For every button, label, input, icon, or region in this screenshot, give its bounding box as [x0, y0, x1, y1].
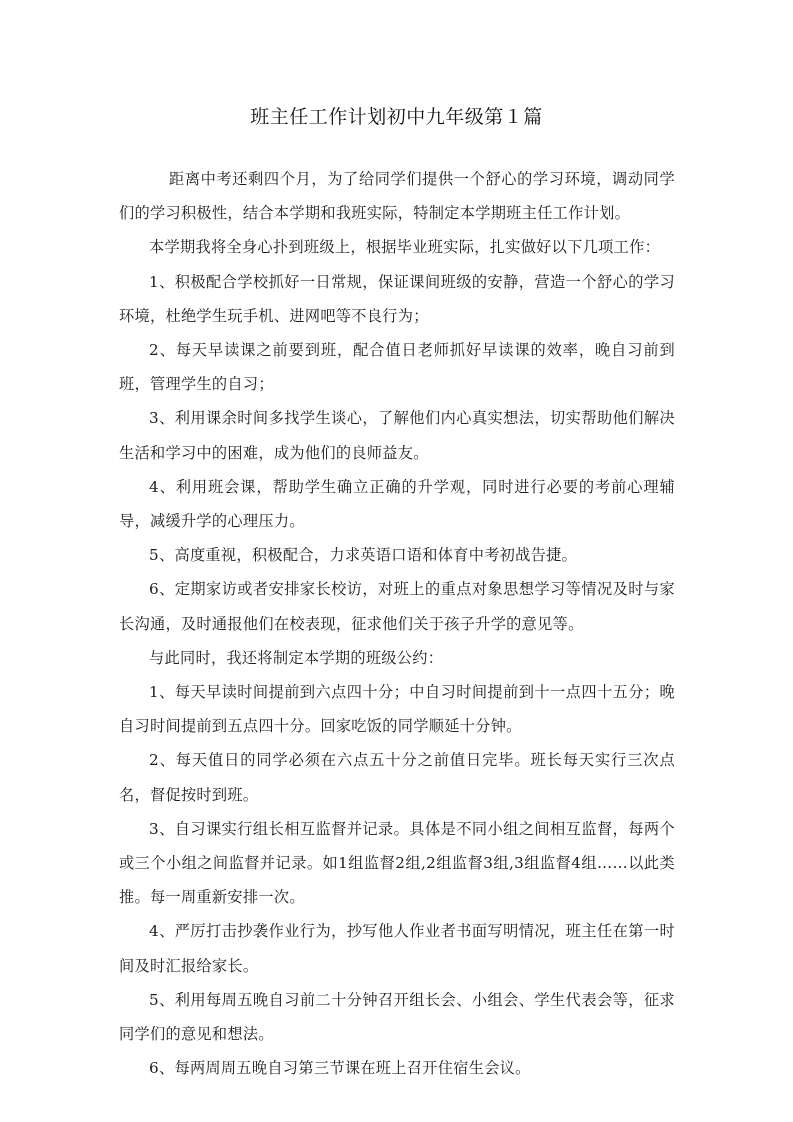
class-rule-3: 3、自习课实行组长相互监督并记录。具体是不同小组之间相互监督，每两个或三个小组之间监督并记录。如1组监督2组,2组监督3组,3组监督4组……以此类推。每一周重新安排一次。 [119, 819, 675, 907]
work-item-6: 6、定期家访或者安排家长校访，对班上的重点对象思想学习等情况及时与家长沟通，及时通报他们在校表现，征求他们关于孩子升学的意见等。 [119, 580, 675, 633]
document-body [119, 162, 675, 1085]
intro-paragraph: 距离中考还剩四个月，为了给同学们提供一个舒心的学习环境，调动同学们的学习积极性，结合本学期和我班实际，特制定本学期班主任工作计划。 [119, 170, 675, 223]
document-title: 班主任工作计划初中九年级第１篇 [250, 106, 543, 128]
class-rule-2: 2、每天值日的同学必须在六点五十分之前值日完毕。班长每天实行三次点名，督促按时到班。 [119, 751, 675, 804]
work-item-3: 3、利用课余时间多找学生谈心，了解他们内心真实想法，切实帮助他们解决生活和学习中的困难，成为他们的良师益友。 [119, 409, 675, 462]
work-item-1: 1、积极配合学校抓好一日常规，保证课间班级的安静，营造一个舒心的学习环境，杜绝学生玩手机、进网吧等不良行为； [119, 272, 675, 325]
work-item-4: 4、利用班会课，帮助学生确立正确的升学观，同时进行必要的考前心理辅导，减缓升学的心理压力。 [119, 477, 675, 531]
work-item-2: 2、每天早读课之前要到班，配合值日老师抓好早读课的效率，晚自习前到班，管理学生的自习； [119, 341, 675, 394]
class-rule-5: 5、利用每周五晚自习前二十分钟召开组长会、小组会、学生代表会等，征求同学们的意见和想法。 [119, 990, 675, 1044]
class-rules-lead: 与此同时，我还将制定本学期的班级公约： [149, 648, 444, 667]
work-items-lead: 本学期我将全身心扑到班级上，根据毕业班实际，扎实做好以下几项工作： [149, 238, 661, 257]
class-rule-6: 6、每两周周五晚自习第三节课在班上召开住宿生会议。 [149, 1059, 531, 1078]
class-rule-4: 4、严厉打击抄袭作业行为，抄写他人作业者书面写明情况，班主任在第一时间及时汇报给家长。 [119, 922, 675, 975]
work-item-5: 5、高度重视，积极配合，力求英语口语和体育中考初战告捷。 [149, 546, 578, 565]
class-rule-1: 1、每天早读时间提前到六点四十分；中自习时间提前到十一点四十五分；晚自习时间提前到五点四十分。回家吃饭的同学顺延十分钟。 [119, 683, 675, 736]
